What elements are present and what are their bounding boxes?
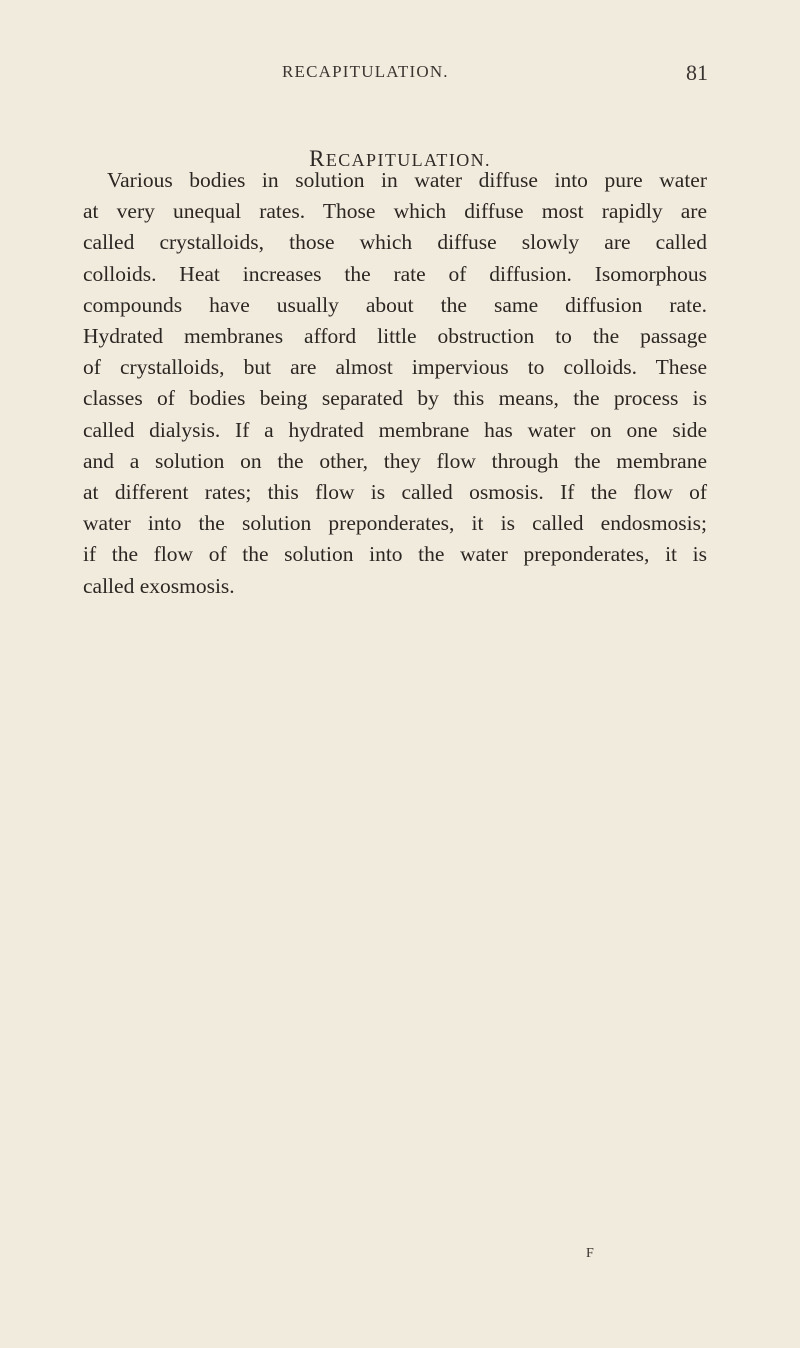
running-head xyxy=(94,62,708,92)
running-title: RECAPITULATION. xyxy=(282,62,449,81)
text-line: Hydrated membranes afford little obstruction to the passage xyxy=(83,324,707,349)
text-line: called crystalloids, those which diffuse slowly are called xyxy=(83,230,707,255)
section-heading-rest: ECAPITULATION. xyxy=(325,150,491,170)
signature-mark: F xyxy=(586,1246,594,1261)
text-line: called dialysis. If a hydrated membrane has water on one side xyxy=(83,417,707,442)
text-line: compounds have usually about the same diffusion rate. xyxy=(83,292,707,317)
text-line: called exosmosis. xyxy=(83,573,235,598)
page-number: 81 xyxy=(686,60,708,85)
text-line: if the flow of the solution into the water preponderates, it is xyxy=(83,542,707,567)
text-line: at very unequal rates. Those which diffuse most rapidly are xyxy=(83,199,707,224)
text-line: at different rates; this flow is called osmosis. If the flow of xyxy=(83,480,707,505)
section-heading-initial: R xyxy=(309,146,326,171)
text-line: of crystalloids, but are almost impervious to colloids. These xyxy=(83,355,707,380)
text-line: and a solution on the other, they flow through the membrane xyxy=(83,448,707,473)
text-line: water into the solution preponderates, it is called endosmosis; xyxy=(83,511,707,536)
text-line: classes of bodies being separated by this means, the process is xyxy=(83,386,707,411)
body-paragraph xyxy=(83,165,707,602)
text-line: colloids. Heat increases the rate of diffusion. Isomorphous xyxy=(83,261,707,286)
text-line: Various bodies in solution in water diffuse into pure water xyxy=(107,168,707,192)
